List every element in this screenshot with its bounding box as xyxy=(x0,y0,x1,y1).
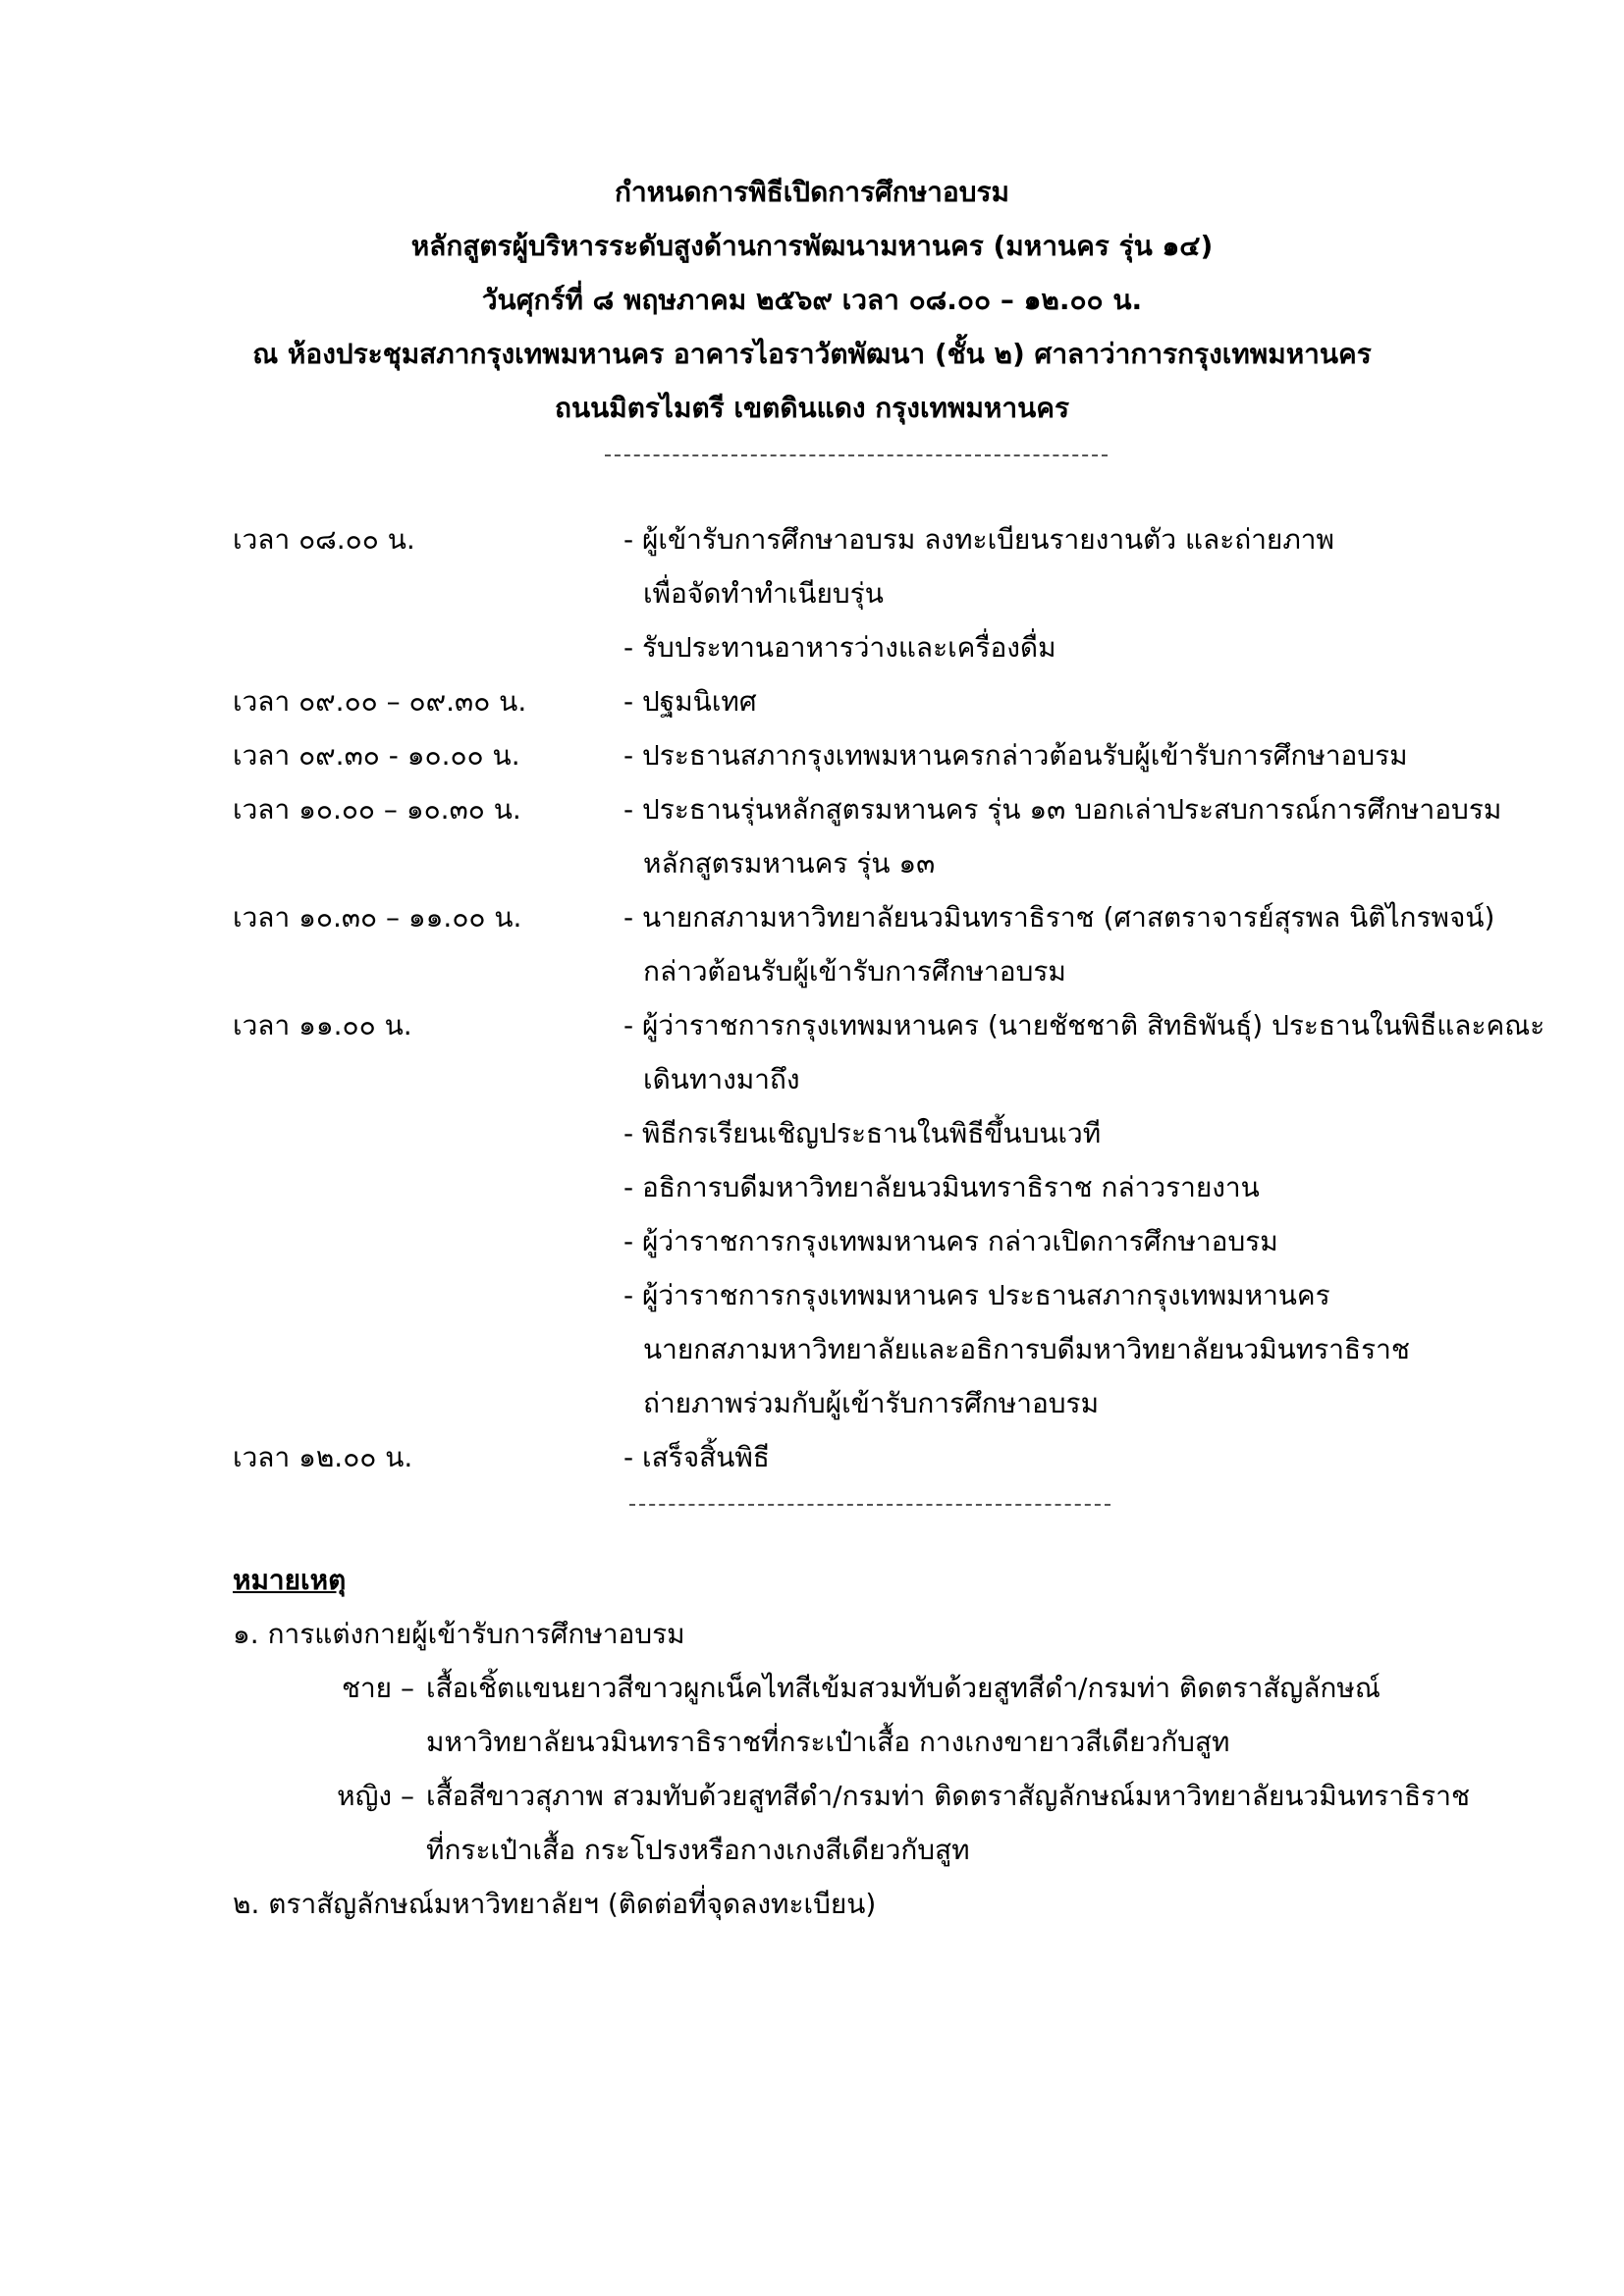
header-divider xyxy=(605,454,1108,456)
schedule-activity-continued: กล่าวต้อนรับผู้เข้ารับการศึกษาอบรม xyxy=(643,955,1066,988)
schedule-table xyxy=(233,512,1568,1484)
schedule-time: เวลา ๐๙.๓๐ - ๑๐.๐๐ น. xyxy=(233,739,520,772)
note-female-line: ที่กระเป๋าเสื้อ กระโปรงหรือกางเกงสีเดียวกับสูท xyxy=(426,1834,970,1866)
schedule-row xyxy=(233,512,1568,674)
schedule-time: เวลา ๑๒.๐๐ น. xyxy=(233,1441,413,1473)
note-male-label: ชาย – xyxy=(341,1672,414,1704)
header-venue: ณ ห้องประชุมสภากรุงเทพมหานคร อาคารไอราวัตพัฒนา (ชั้น ๒) ศาลาว่าการกรุงเทพมหานคร xyxy=(252,338,1372,370)
schedule-activity: - ผู้ว่าราชการกรุงเทพมหานคร กล่าวเปิดการศึกษาอบรม xyxy=(623,1225,1278,1257)
note-item-emblem: ๒. ตราสัญลักษณ์มหาวิทยาลัยฯ (ติดต่อที่จุดลงทะเบียน) xyxy=(233,1888,877,1920)
schedule-time: เวลา ๑๐.๓๐ – ๑๑.๐๐ น. xyxy=(233,901,522,934)
schedule-row xyxy=(233,998,1568,1430)
schedule-time: เวลา ๑๐.๐๐ – ๑๐.๓๐ น. xyxy=(233,793,521,826)
note-item-dress-code: ๑. การแต่งกายผู้เข้ารับการศึกษาอบรม xyxy=(233,1618,685,1650)
schedule-row xyxy=(233,782,1568,890)
schedule-activity-continued: หลักสูตรมหานคร รุ่น ๑๓ xyxy=(643,847,936,880)
document-header xyxy=(0,165,1624,435)
header-course: หลักสูตรผู้บริหารระดับสูงด้านการพัฒนามหานคร (มหานคร รุ่น ๑๔) xyxy=(410,230,1214,262)
header-title: กำหนดการพิธีเปิดการศึกษาอบรม xyxy=(615,176,1009,208)
header-address: ถนนมิตรไมตรี เขตดินแดง กรุงเทพมหานคร xyxy=(555,392,1069,424)
note-male-line: มหาวิทยาลัยนวมินทราธิราชที่กระเป๋าเสื้อ กางเกงขายาวสีเดียวกับสูท xyxy=(426,1726,1230,1758)
schedule-activity: - ปฐมนิเทศ xyxy=(623,685,757,718)
schedule-activity-continued: ถ่ายภาพร่วมกับผู้เข้ารับการศึกษาอบรม xyxy=(643,1387,1100,1419)
schedule-divider xyxy=(629,1504,1110,1506)
schedule-time: เวลา ๐๘.๐๐ น. xyxy=(233,523,415,556)
schedule-activity: - นายกสภามหาวิทยาลัยนวมินทราธิราช (ศาสตราจารย์สุรพล นิติไกรพจน์) xyxy=(623,901,1495,934)
schedule-activity: - อธิการบดีมหาวิทยาลัยนวมินทราธิราช กล่าวรายงาน xyxy=(623,1171,1260,1203)
schedule-activity-continued: เดินทางมาถึง xyxy=(643,1063,800,1095)
schedule-activity: - รับประทานอาหารว่างและเครื่องดื่ม xyxy=(623,631,1056,664)
notes-title: หมายเหตุ xyxy=(233,1564,347,1596)
note-female-label: หญิง – xyxy=(337,1780,414,1812)
note-male-line: เสื้อเชิ้ตแขนยาวสีขาวผูกเน็คไทสีเข้มสวมทับด้วยสูทสีดำ/กรมท่า ติดตราสัญลักษณ์ xyxy=(426,1672,1380,1704)
schedule-activity-continued: เพื่อจัดทำทำเนียบรุ่น xyxy=(643,577,884,610)
note-female-line: เสื้อสีขาวสุภาพ สวมทับด้วยสูทสีดำ/กรมท่า ติดตราสัญลักษณ์มหาวิทยาลัยนวมินทราธิราช xyxy=(426,1780,1470,1812)
schedule-activity: - ผู้เข้ารับการศึกษาอบรม ลงทะเบียนรายงานตัว และถ่ายภาพ xyxy=(623,523,1334,556)
schedule-row xyxy=(233,890,1568,998)
schedule-activity: - ผู้ว่าราชการกรุงเทพมหานคร ประธานสภากรุงเทพมหานคร xyxy=(623,1279,1330,1311)
schedule-activity-continued: นายกสภามหาวิทยาลัยและอธิการบดีมหาวิทยาลัยนวมินทราธิราช xyxy=(643,1333,1410,1365)
schedule-activity: - ผู้ว่าราชการกรุงเทพมหานคร (นายชัชชาติ สิทธิพันธุ์) ประธานในพิธีและคณะ xyxy=(623,1009,1545,1041)
schedule-row xyxy=(233,674,1568,728)
schedule-time: เวลา ๐๙.๐๐ – ๐๙.๓๐ น. xyxy=(233,685,527,718)
schedule-row xyxy=(233,728,1568,782)
schedule-activity: - ประธานรุ่นหลักสูตรมหานคร รุ่น ๑๓ บอกเล่าประสบการณ์การศึกษาอบรม xyxy=(623,793,1502,826)
schedule-activity: - เสร็จสิ้นพิธี xyxy=(623,1441,770,1473)
note-female-dress xyxy=(233,1769,1568,1877)
note-male-dress xyxy=(233,1661,1568,1769)
schedule-time: เวลา ๑๑.๐๐ น. xyxy=(233,1009,412,1041)
notes-section xyxy=(233,1553,1568,1931)
schedule-row xyxy=(233,1430,1568,1484)
header-date-time: วันศุกร์ที่ ๘ พฤษภาคม ๒๕๖๙ เวลา ๐๘.๐๐ – ๑๒.๐๐ น. xyxy=(481,284,1143,316)
schedule-activity: - ประธานสภากรุงเทพมหานครกล่าวต้อนรับผู้เข้ารับการศึกษาอบรม xyxy=(623,739,1408,772)
schedule-activity: - พิธีกรเรียนเชิญประธานในพิธีขึ้นบนเวที xyxy=(623,1117,1102,1149)
